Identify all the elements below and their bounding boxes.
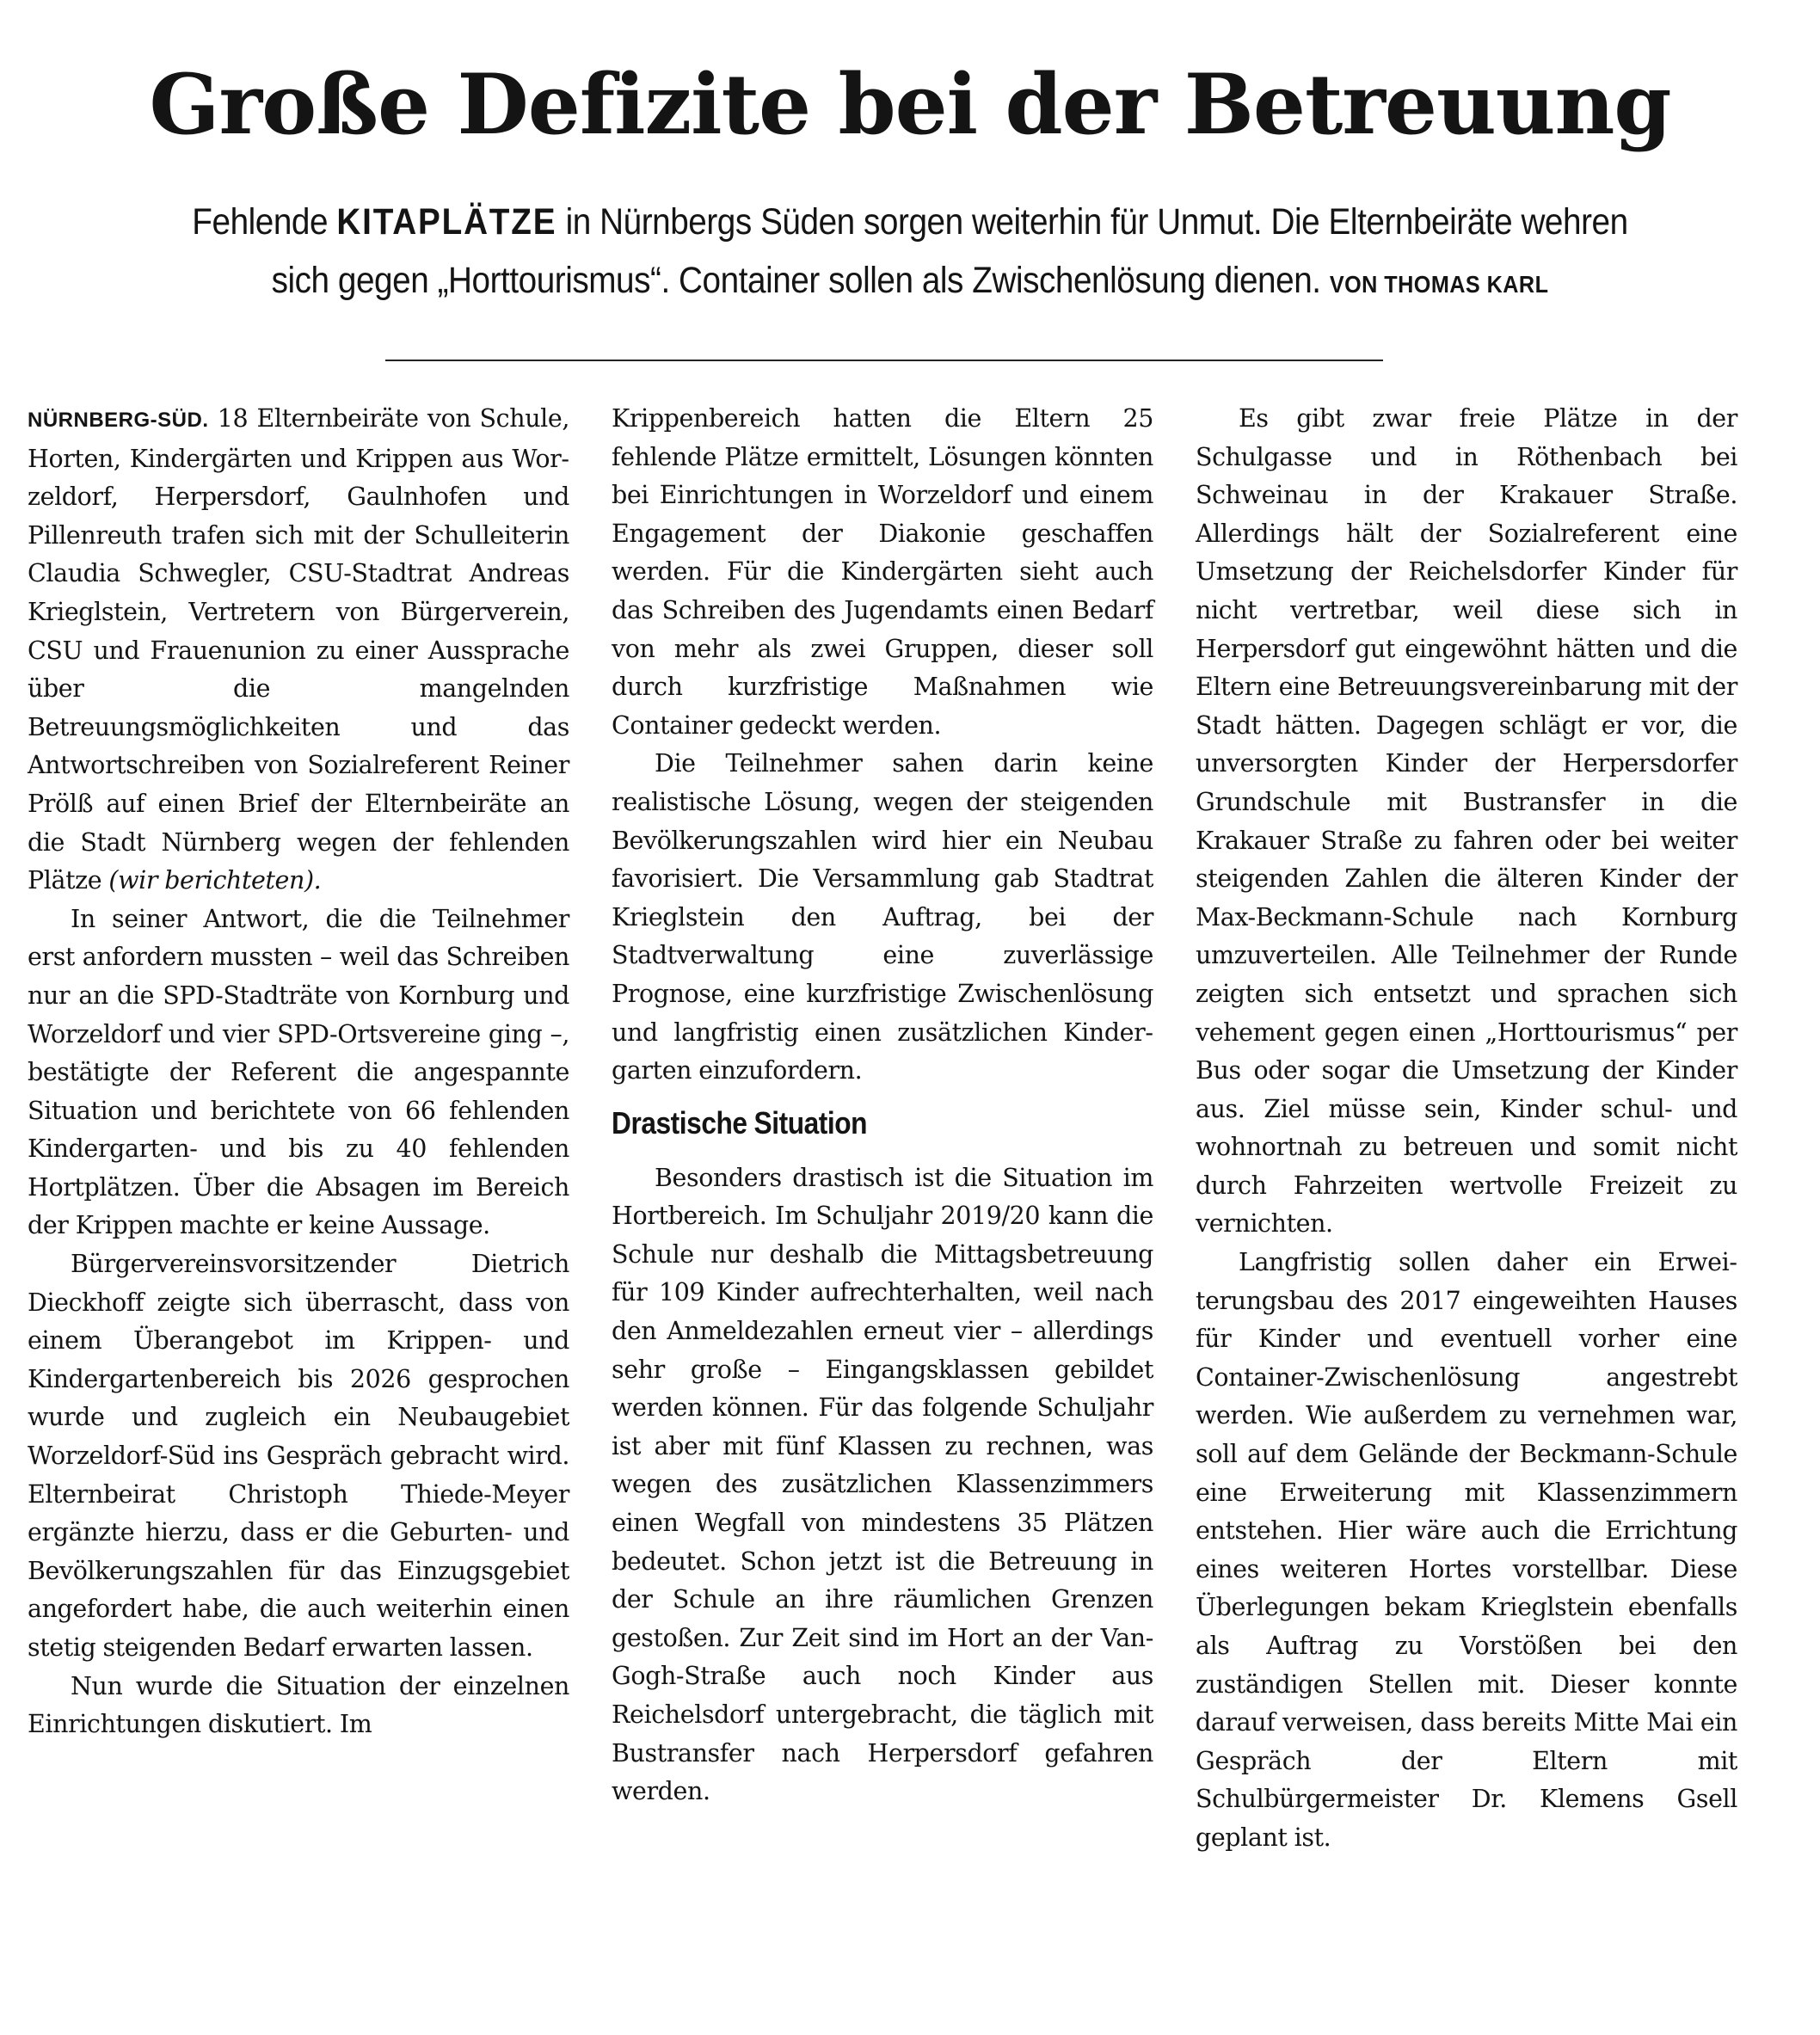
dateline: NÜRNBERG-SÜD. xyxy=(28,409,209,432)
subline-text: in Nürnbergs Süden sorgen weiterhin für Unmut. Die Elternbeiräte wehren sich gegen „Horttourismus“. Container sollen als Zwischenlösung dienen. xyxy=(271,201,1628,301)
headline: Große Defizite bei der Betreuung xyxy=(149,56,1671,153)
paragraph: Bürgervereinsvorsitzender Dietrich Dieckhoff zeigte sich überrascht, dass von einem Überangebot im Krippen- und Kindergartenbereich bis 2026 gesprochen wurde und zugleich ein Neubaugebiet Worzeldorf-Süd ins Gespräch gebracht wird. Elternbeirat Christoph Thiede-Meyer ergänzte hierzu, dass er die Geburten- und Bevölkerungszahlen für das Einzugsgebiet angefordert habe, die auch weiterhin einen stetig steigenden Bedarf erwarten lassen. xyxy=(28,1250,569,1662)
paragraph: Langfristig sollen daher ein Erweiterungsbau des 2017 eingeweihten Hauses für Kinder und eventuell vorher eine Container-Zwischenlösung angestrebt werden. Wie außerdem zu vernehmen war, soll auf dem Gelände der Beckmann-Schule eine Erweiterung mit Klassenzimmern entstehen. Hier wäre auch die Errichtung eines weiteren Hortes vorstellbar. Diese Überlegungen bekam Krieglstein ebenfalls als Auftrag zu Vorstößen bei den zuständigen Stellen mit. Dieser konnte darauf verweisen, dass bereits Mitte Mai ein Gespräch der Eltern mit Schulbürgermeister Dr. Klemens Gsell geplant ist. xyxy=(1196,1248,1737,1852)
subline-keyword: KITAPLÄTZE xyxy=(336,201,557,243)
paragraph: Es gibt zwar freie Plätze in der Schulgasse und in Röthenbach bei Schweinau in der Krakauer Straße. Allerdings hält der Sozialreferent eine Umsetzung der Reichelsdorfer Kinder für nicht vertretbar, weil diese sich in Herpersdorf gut eingewöhnt hätten und die Eltern eine Betreuungsvereinbarung mit der Stadt hätten. Dagegen schlägt er vor, die unversorgten Kinder der Herpersdorfer Grundschule mit Bustransfer in die Krakauer Straße zu fahren oder bei weiter steigenden Zahlen die älteren Kinder der Max-Beckmann-Schule nach Kornburg umzuverteilen. Alle Teilnehmer der Runde zeigten sich entsetzt und sprachen sich vehement gegen einen „Horttourismus“ per Bus oder sogar die Umsetzung der Kinder aus. Ziel müsse sein, Kinder schul- und wohnortnah zu betreuen und somit nicht durch Fahrzeiten wertvolle Freizeit zu vernichten. xyxy=(1196,404,1737,1239)
paragraph-text: 18 Elternbeiräte von Schule, Horten, Kindergärten und Krippen aus Worzeldorf, Herpersdorf, Gaulnhofen und Pillenreuth trafen sich mit der Schulleiterin Claudia Schwegler, CSU-Stadtrat Andreas Krieglstein, Vertretern von Bürgerverein, CSU und Frauenunion zu einer Aussprache über die mangelnden Betreuungsmöglichkeiten und das Antwortschreiben von Sozialreferent Reiner Prölß auf einen Brief der Elternbeiräte an die Stadt Nürnberg wegen der fehlenden Plätze xyxy=(28,404,569,895)
author-byline: VON THOMAS KARL xyxy=(1329,271,1549,298)
paragraph: Die Teilnehmer sahen darin keine realistische Lösung, wegen der steigenden Bevölkerungszahlen wird hier ein Neubau favorisiert. Die Versammlung gab Stadtrat Krieglstein den Auftrag, bei der Stadtverwaltung eine zuverlässige Prognose, eine kurzfristige Zwischenlösung und langfristig einen zusätzlichen Kindergarten einzufordern. xyxy=(612,749,1153,1085)
header-divider xyxy=(385,360,1383,361)
paragraph: Besonders drastisch ist die Situation im Hortbereich. Im Schuljahr 2019/20 kann die Schule nur deshalb die Mittagsbetreuung für 109 Kinder aufrechterhalten, weil nach den Anmeldezahlen erneut vier – allerdings sehr große – Eingangsklassen gebildet werden können. Für das folgende Schuljahr ist aber mit fünf Klassen zu rechnen, was wegen des zusätzlichen Klassenzimmers einen Wegfall von mindestens 35 Plätzen bedeutet. Schon jetzt ist die Betreuung in der Schule an ihre räumlichen Grenzen gestoßen. Zur Zeit sind im Hort an der Van-Gogh-Straße auch noch Kinder aus Reichelsdorf untergebracht, die täglich mit Bustransfer nach Herpersdorf gefahren werden. xyxy=(612,1163,1153,1806)
article-column-2 xyxy=(612,400,1153,1811)
section-subheading: Drastische Situation xyxy=(612,1104,868,1140)
paragraph xyxy=(28,400,569,901)
paragraph: In seiner Antwort, die die Teilnehmer erst anfordern mussten – weil das Schreiben nur an die SPD-Stadträte von Kornburg und Worzeldorf und vier SPD-Ortsvereine ging –, bestätigte der Referent die angespannte Situation und berichtete von 66 fehlenden Kindergarten- und bis zu 40 fehlenden Hortplätzen. Über die Absagen im Bereich der Krippen machte er keine Aussage. xyxy=(28,904,569,1240)
article-column-1 xyxy=(28,400,569,1744)
article-column-3 xyxy=(1196,400,1737,1858)
subline xyxy=(184,193,1636,314)
paragraph: Krippenbereich hatten die Eltern 25 fehlende Plätze ermittelt, Lösungen könnten bei Einrichtungen in Worzeldorf und einem Engagement der Diakonie geschaffen werden. Für die Kindergärten sieht auch das Schreiben des Jugendamts einen Bedarf von mehr als zwei Gruppen, dieser soll durch kurzfristige Maßnahmen wie Container gedeckt werden. xyxy=(612,404,1153,740)
paragraph-italic-note: (wir berichteten). xyxy=(108,866,322,895)
subline-intro: Fehlende xyxy=(192,201,337,243)
paragraph: Nun wurde die Situation der einzelnen Einrichtungen diskutiert. Im xyxy=(28,1671,569,1739)
